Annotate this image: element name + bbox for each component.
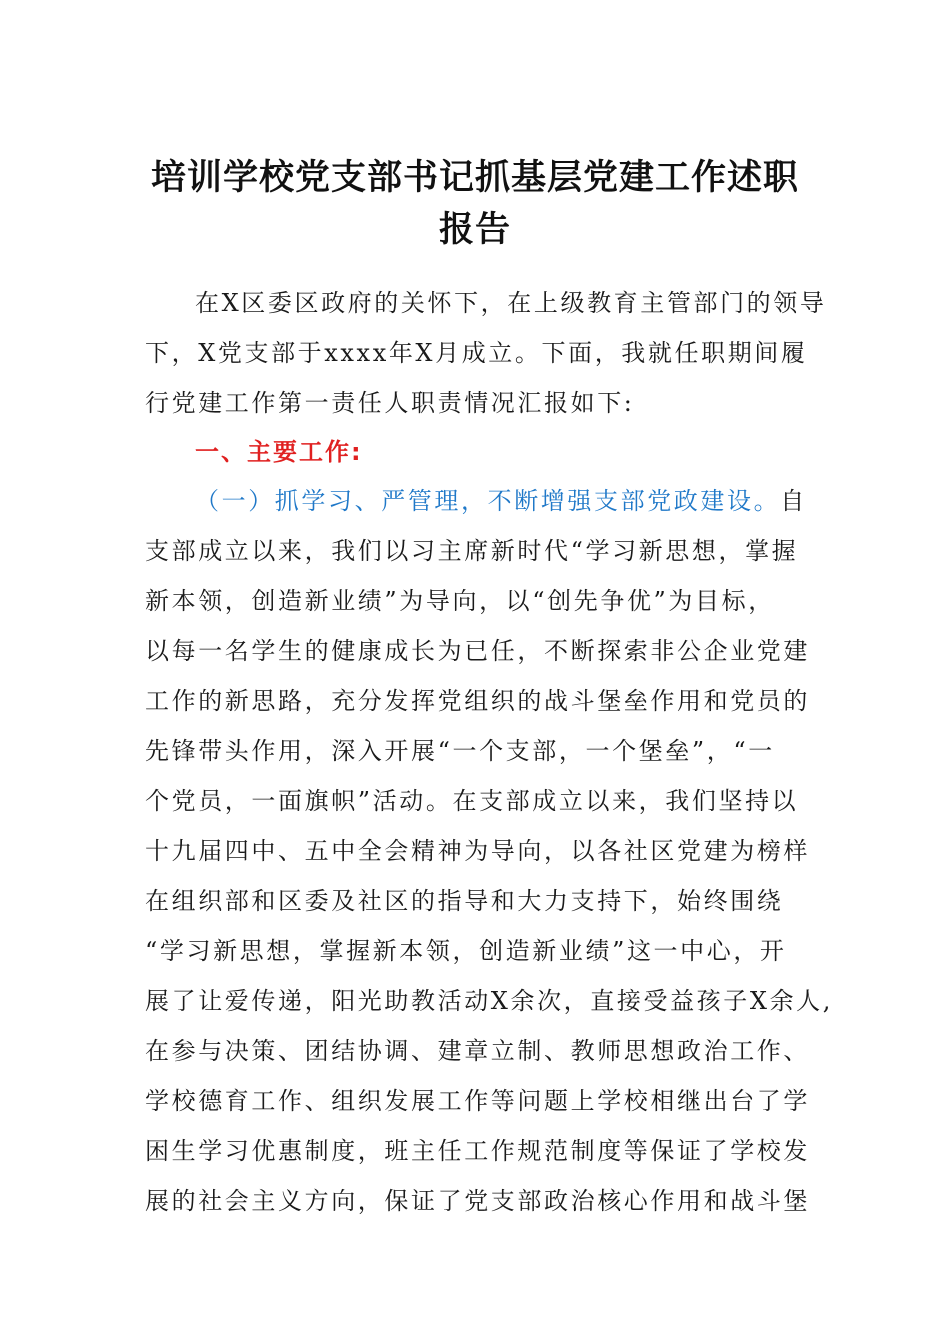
subsection-line: [195, 486, 825, 516]
body-line: 个党员，一面旗帜”活动。在支部成立以来，我们坚持以: [145, 787, 799, 815]
body-line: 展的社会主义方向，保证了党支部政治核心作用和战斗堡: [145, 1187, 810, 1215]
document-title: 培训学校党支部书记抓基层党建工作述职: [150, 158, 799, 198]
document-title-continued: 报告: [438, 210, 511, 250]
body-line: 先锋带头作用，深入开展“一个支部，一个堡垒”，“一: [145, 737, 775, 765]
subsection-lead: 自: [780, 487, 807, 515]
body-line: 在组织部和区委及社区的指导和大力支持下，始终围绕: [145, 887, 784, 915]
body-line: 以每一名学生的健康成长为已任，不断探索非公企业党建: [145, 637, 810, 665]
intro-line: 下，X党支部于xxxx年X月成立。下面，我就任职期间履: [145, 339, 808, 367]
body-line: 学校德育工作、组织发展工作等问题上学校相继出台了学: [145, 1087, 810, 1115]
body-line: “学习新思想，掌握新本领，创造新业绩”这一中心，开: [145, 937, 787, 965]
body-line: 支部成立以来，我们以习主席新时代“学习新思想，掌握: [145, 537, 799, 565]
body-line: 在参与决策、团结协调、建章立制、教师思想政治工作、: [145, 1037, 810, 1065]
subsection-heading: （一）抓学习、严管理，不断增强支部党政建设。: [195, 487, 781, 515]
intro-line: 在X区委区政府的关怀下，在上级教育主管部门的领导: [195, 289, 827, 317]
body-line: 展了让爱传递，阳光助教活动X余次，直接受益孩子X余人,: [145, 987, 833, 1015]
intro-line: 行党建工作第一责任人职责情况汇报如下:: [145, 389, 635, 417]
body-line: 困生学习优惠制度，班主任工作规范制度等保证了学校发: [145, 1137, 810, 1165]
body-line: 工作的新思路，充分发挥党组织的战斗堡垒作用和党员的: [145, 687, 810, 715]
section-heading: 一、主要工作:: [195, 438, 363, 466]
body-line: 十九届四中、五中全会精神为导向，以各社区党建为榜样: [145, 837, 810, 865]
body-line: 新本领，创造新业绩”为导向，以“创先争优”为目标，: [145, 587, 775, 615]
